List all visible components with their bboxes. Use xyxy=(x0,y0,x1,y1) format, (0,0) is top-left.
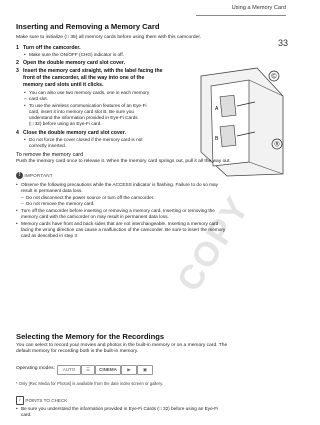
step-3-bullet-2-l4: (□ 32) before using an Eye-Fi card. xyxy=(29,121,102,126)
remove-heading: To remove the memory card xyxy=(16,152,84,158)
step-4-bullet: • Do not force the cover closed if the memory card is not xyxy=(29,137,143,143)
step-2: 2 Open the double memory card slot cover. xyxy=(16,60,126,66)
important-bullet-2: • Turn off the camcorder before inserting or removing a memory card. Inserting or removing the xyxy=(21,208,215,214)
important-bullet-1: • Observe the following precautions while the ACCESS indicator is flashing. Failure to do so may xyxy=(21,182,218,188)
step-3: 3 Insert the memory card straight, with the label facing the xyxy=(16,68,163,74)
step-3-line3: memory card slots until it clicks. xyxy=(23,82,104,88)
warning-icon: ! xyxy=(16,172,23,179)
points-header: ✓ POINTS TO CHECK xyxy=(16,396,67,405)
step-3-bullet-2: • To use the wireless communication features of an Eye-Fi xyxy=(29,103,147,109)
step-3-bullet-1-cont: – card slot. xyxy=(29,96,48,102)
step-1-bullet: • Make sure the ON/OFF (CHG) indicator is off. xyxy=(29,52,124,58)
step-4: 4 Close the double memory card slot cover. xyxy=(16,130,126,136)
section-heading-select: Selecting the Memory for the Recordings xyxy=(16,332,165,341)
mode-cinema-icon: CINEMA xyxy=(95,365,121,375)
slot-b-label: B xyxy=(215,136,219,142)
important-sub-2: – Do not remove the memory card. xyxy=(26,201,95,207)
points-bullet-1-cont: card. xyxy=(21,412,32,417)
step-3-bullet-2-l3: understand the information provided in Eye-Fi Cards xyxy=(29,115,138,120)
important-header: ! IMPORTANT xyxy=(16,172,53,179)
select-text-l2: default memory for recording both is the built-in memory. xyxy=(16,349,139,354)
copy-watermark: COPY xyxy=(170,189,258,299)
mode-manual-icon: ☰ xyxy=(81,365,95,375)
modes-footnote: * Only [Rec Media for Photos] is available from the date index screen or gallery. xyxy=(16,381,164,386)
mode-playback-icon: ▶ xyxy=(121,365,137,375)
step-1: 1 Turn off the camcorder. xyxy=(16,45,81,51)
important-bullet-1-cont: result in permanent data loss. xyxy=(21,188,83,193)
section-heading-insert: Inserting and Removing a Memory Card xyxy=(16,22,160,31)
important-sub-1: – Do not disconnect the power source or turn off the camcorder. xyxy=(26,195,154,201)
page-number: 33 xyxy=(277,38,288,48)
section-title: Using a Memory Card xyxy=(231,5,286,11)
intro-text: Make sure to initialize (□ 35) all memory cards before using them with this camcorder. xyxy=(16,35,202,40)
mode-auto-icon: AUTO xyxy=(57,365,81,375)
svg-text:®: ® xyxy=(274,141,280,149)
step-4-bullet-cont: correctly inserted. xyxy=(29,143,66,148)
step-3-line2: front of the camcorder, all the way into one of the xyxy=(23,75,145,81)
important-bullet-2-cont: memory card with the camcorder on may result in permanent data loss. xyxy=(21,214,169,219)
step-3-bullet-2-l2: card, insert it into memory card slot B. Be sure you xyxy=(29,109,134,114)
points-bullet-1: • Be sure you understand the information provided in Eye-Fi Cards (□ 32) before using an Eye-Fi xyxy=(21,406,218,412)
important-bullet-3-cont2: card as described in step 3. xyxy=(21,233,79,238)
important-bullet-3: • Memory cards have front and back sides that are not interchangeable. Inserting a memory card xyxy=(21,221,218,227)
header-rule xyxy=(196,15,286,16)
svg-text:©: © xyxy=(271,73,277,81)
remove-text: Push the memory card once to release it. When the memory card springs out, pull it all the way out. xyxy=(16,159,231,164)
important-bullet-3-cont: facing the wrong direction can cause a malfunction of the camcorder. Be sure to insert the memory xyxy=(21,227,226,232)
slot-a-label: A xyxy=(215,106,219,112)
step-3-bullet-1: • You can also use two memory cards, one in each memory xyxy=(29,90,149,96)
select-text-l1: You can select to record your movies and photos in the built-in memory or on a memory card. The xyxy=(16,343,228,348)
mode-photo-icon: ▣ xyxy=(137,365,153,375)
operating-modes-label: Operating modes: xyxy=(16,366,55,371)
checklist-icon: ✓ xyxy=(16,396,24,405)
